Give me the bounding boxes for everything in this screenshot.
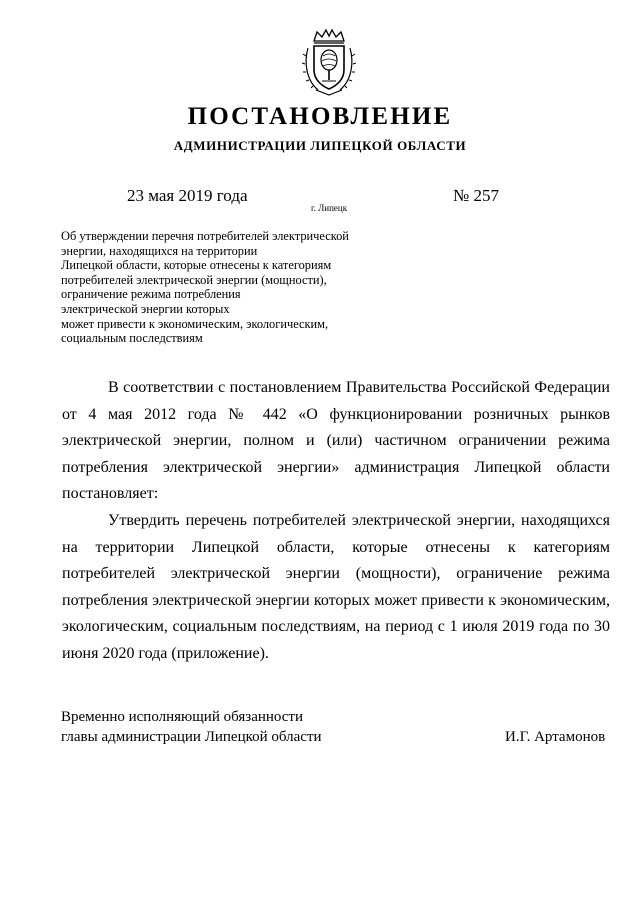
signatory-position-line: главы администрации Липецкой области xyxy=(61,729,322,745)
document-body xyxy=(62,375,610,668)
signatory-position-line: Временно исполняющий обязанности xyxy=(61,709,304,725)
subject-line: электрической энергии которых xyxy=(61,301,230,316)
document-subject xyxy=(61,229,381,346)
body-paragraph: В соответствии с постановлением Правительства Российской Федерации от 4 мая 2012 года № 442 «О функционировании розничных рынков электрической энергии, полном и (или) частичном ограничении режима потребления электрической энергии» администрация Липецкой области постановляет: xyxy=(62,379,610,503)
subject-line: социальным последствиям xyxy=(61,331,203,346)
subject-line: потребителей электрической энергии (мощности), xyxy=(61,272,327,287)
document-date: 23 мая 2019 года xyxy=(127,186,248,205)
document-subtitle: АДМИНИСТРАЦИИ ЛИПЕЦКОЙ ОБЛАСТИ xyxy=(173,138,467,153)
document-city: г. Липецк xyxy=(311,203,348,213)
coat-of-arms-icon xyxy=(302,28,356,98)
signatory-position xyxy=(61,707,322,747)
body-paragraph: Утвердить перечень потребителей электрической энергии, находящихся на территории Липецкой области, которые отнесены к категориям потребителей электрической энергии (мощности), ограничение режима потребления электрической энергии которых может привести к экономическим, экологическим, социальным последствиям, на период с 1 июля 2019 года по 30 июня 2020 года (приложение). xyxy=(62,511,610,662)
subject-line: Об утверждении перечня потребителей электрической xyxy=(61,229,349,243)
signatory-name: И.Г. Артамонов xyxy=(505,729,606,745)
subject-line: Липецкой области, которые отнесены к категориям xyxy=(61,258,332,273)
subject-line: может привести к экономическим, экологическим, xyxy=(61,316,329,331)
subject-line: энергии, находящихся на территории xyxy=(61,243,258,258)
document-number: № 257 xyxy=(453,186,499,205)
document-title: ПОСТАНОВЛЕНИЕ xyxy=(187,103,453,130)
subject-line: ограничение режима потребления xyxy=(61,287,241,302)
